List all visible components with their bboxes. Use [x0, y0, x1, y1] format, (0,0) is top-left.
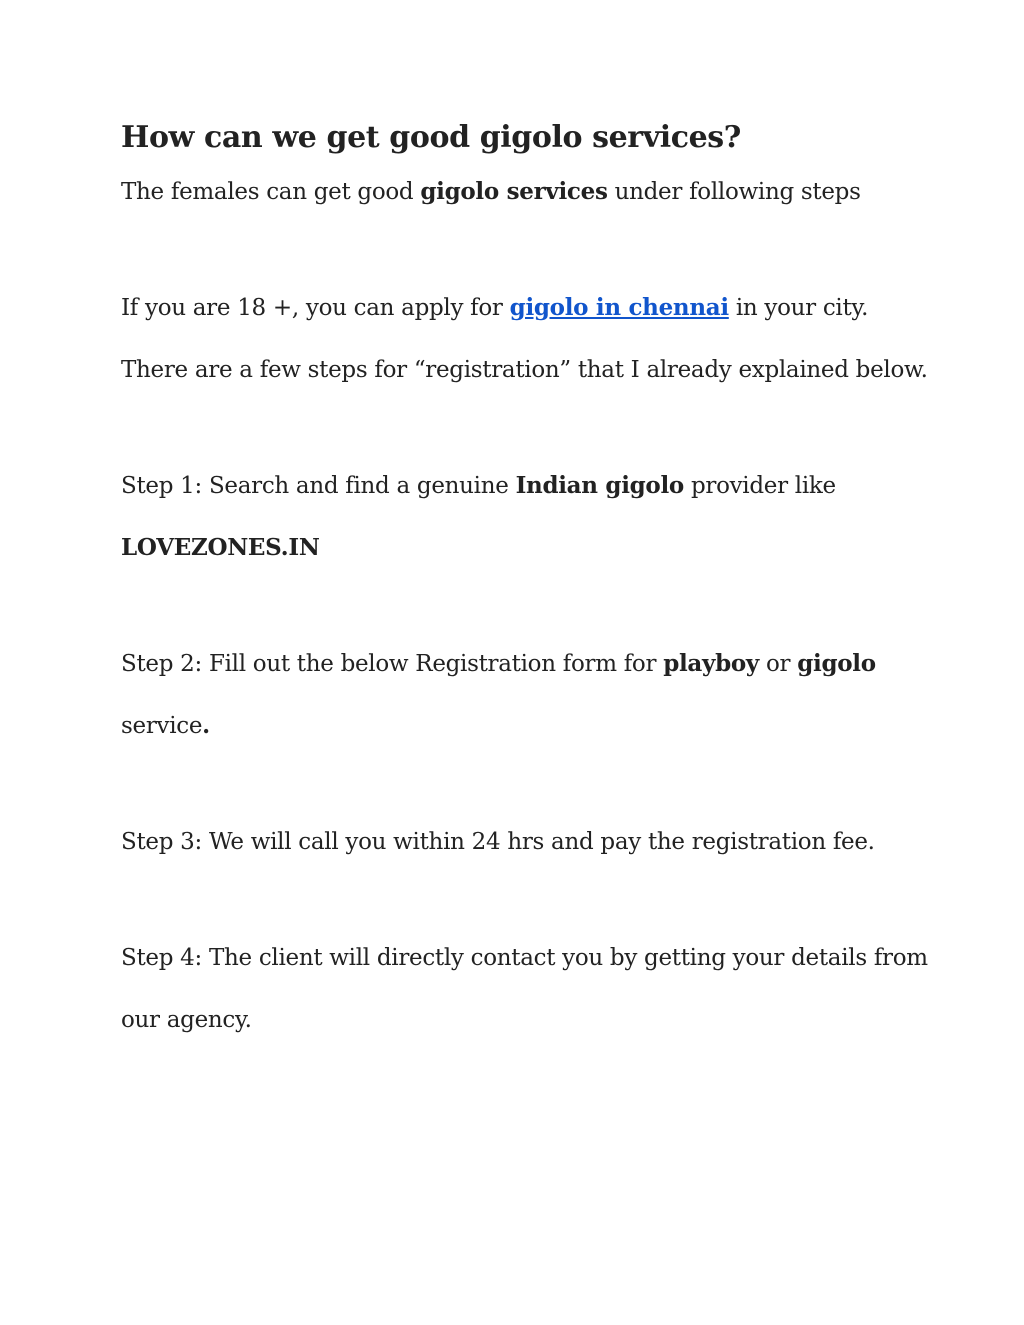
step2-bold-gigolo: gigolo: [797, 650, 876, 677]
step2-bold-playboy: playboy: [663, 650, 759, 677]
step2-period: .: [202, 712, 210, 739]
step2-text-middle: or: [765, 651, 791, 677]
gigolo-in-chennai-link[interactable]: gigolo in chennai: [509, 294, 729, 321]
intro-paragraph: [121, 177, 861, 207]
step3-line: Step 3: We will call you within 24 hrs and pay the registration fee.: [121, 829, 875, 855]
step4-line2: our agency.: [121, 1007, 252, 1033]
intro-text-after: under following steps: [614, 179, 861, 205]
step1-line1: [121, 471, 836, 501]
registration-note: There are a few steps for “registration” that I already explained below.: [121, 357, 928, 383]
step1-line2: [121, 533, 320, 563]
step2-text-before: Step 2: Fill out the below Registration form for: [121, 651, 657, 677]
step1-text-after: provider like: [690, 473, 836, 499]
step1-text-before: Step 1: Search and find a genuine: [121, 473, 509, 499]
step1-bold-text: Indian gigolo: [515, 472, 684, 499]
apply-text-before: If you are 18 +, you can apply for: [121, 295, 503, 321]
intro-text-before: The females can get good: [121, 179, 414, 205]
intro-bold-text: gigolo services: [420, 178, 608, 205]
lovezones-text: LOVEZONES.IN: [121, 534, 320, 561]
step2-line1: [121, 649, 876, 679]
apply-paragraph: [121, 293, 868, 323]
step4-line1: Step 4: The client will directly contact you by getting your details from: [121, 945, 928, 971]
step2-line2: [121, 711, 210, 741]
page-title: How can we get good gigolo services?: [121, 120, 741, 155]
apply-text-after: in your city.: [735, 295, 869, 321]
step2-service-text: service: [121, 713, 203, 739]
